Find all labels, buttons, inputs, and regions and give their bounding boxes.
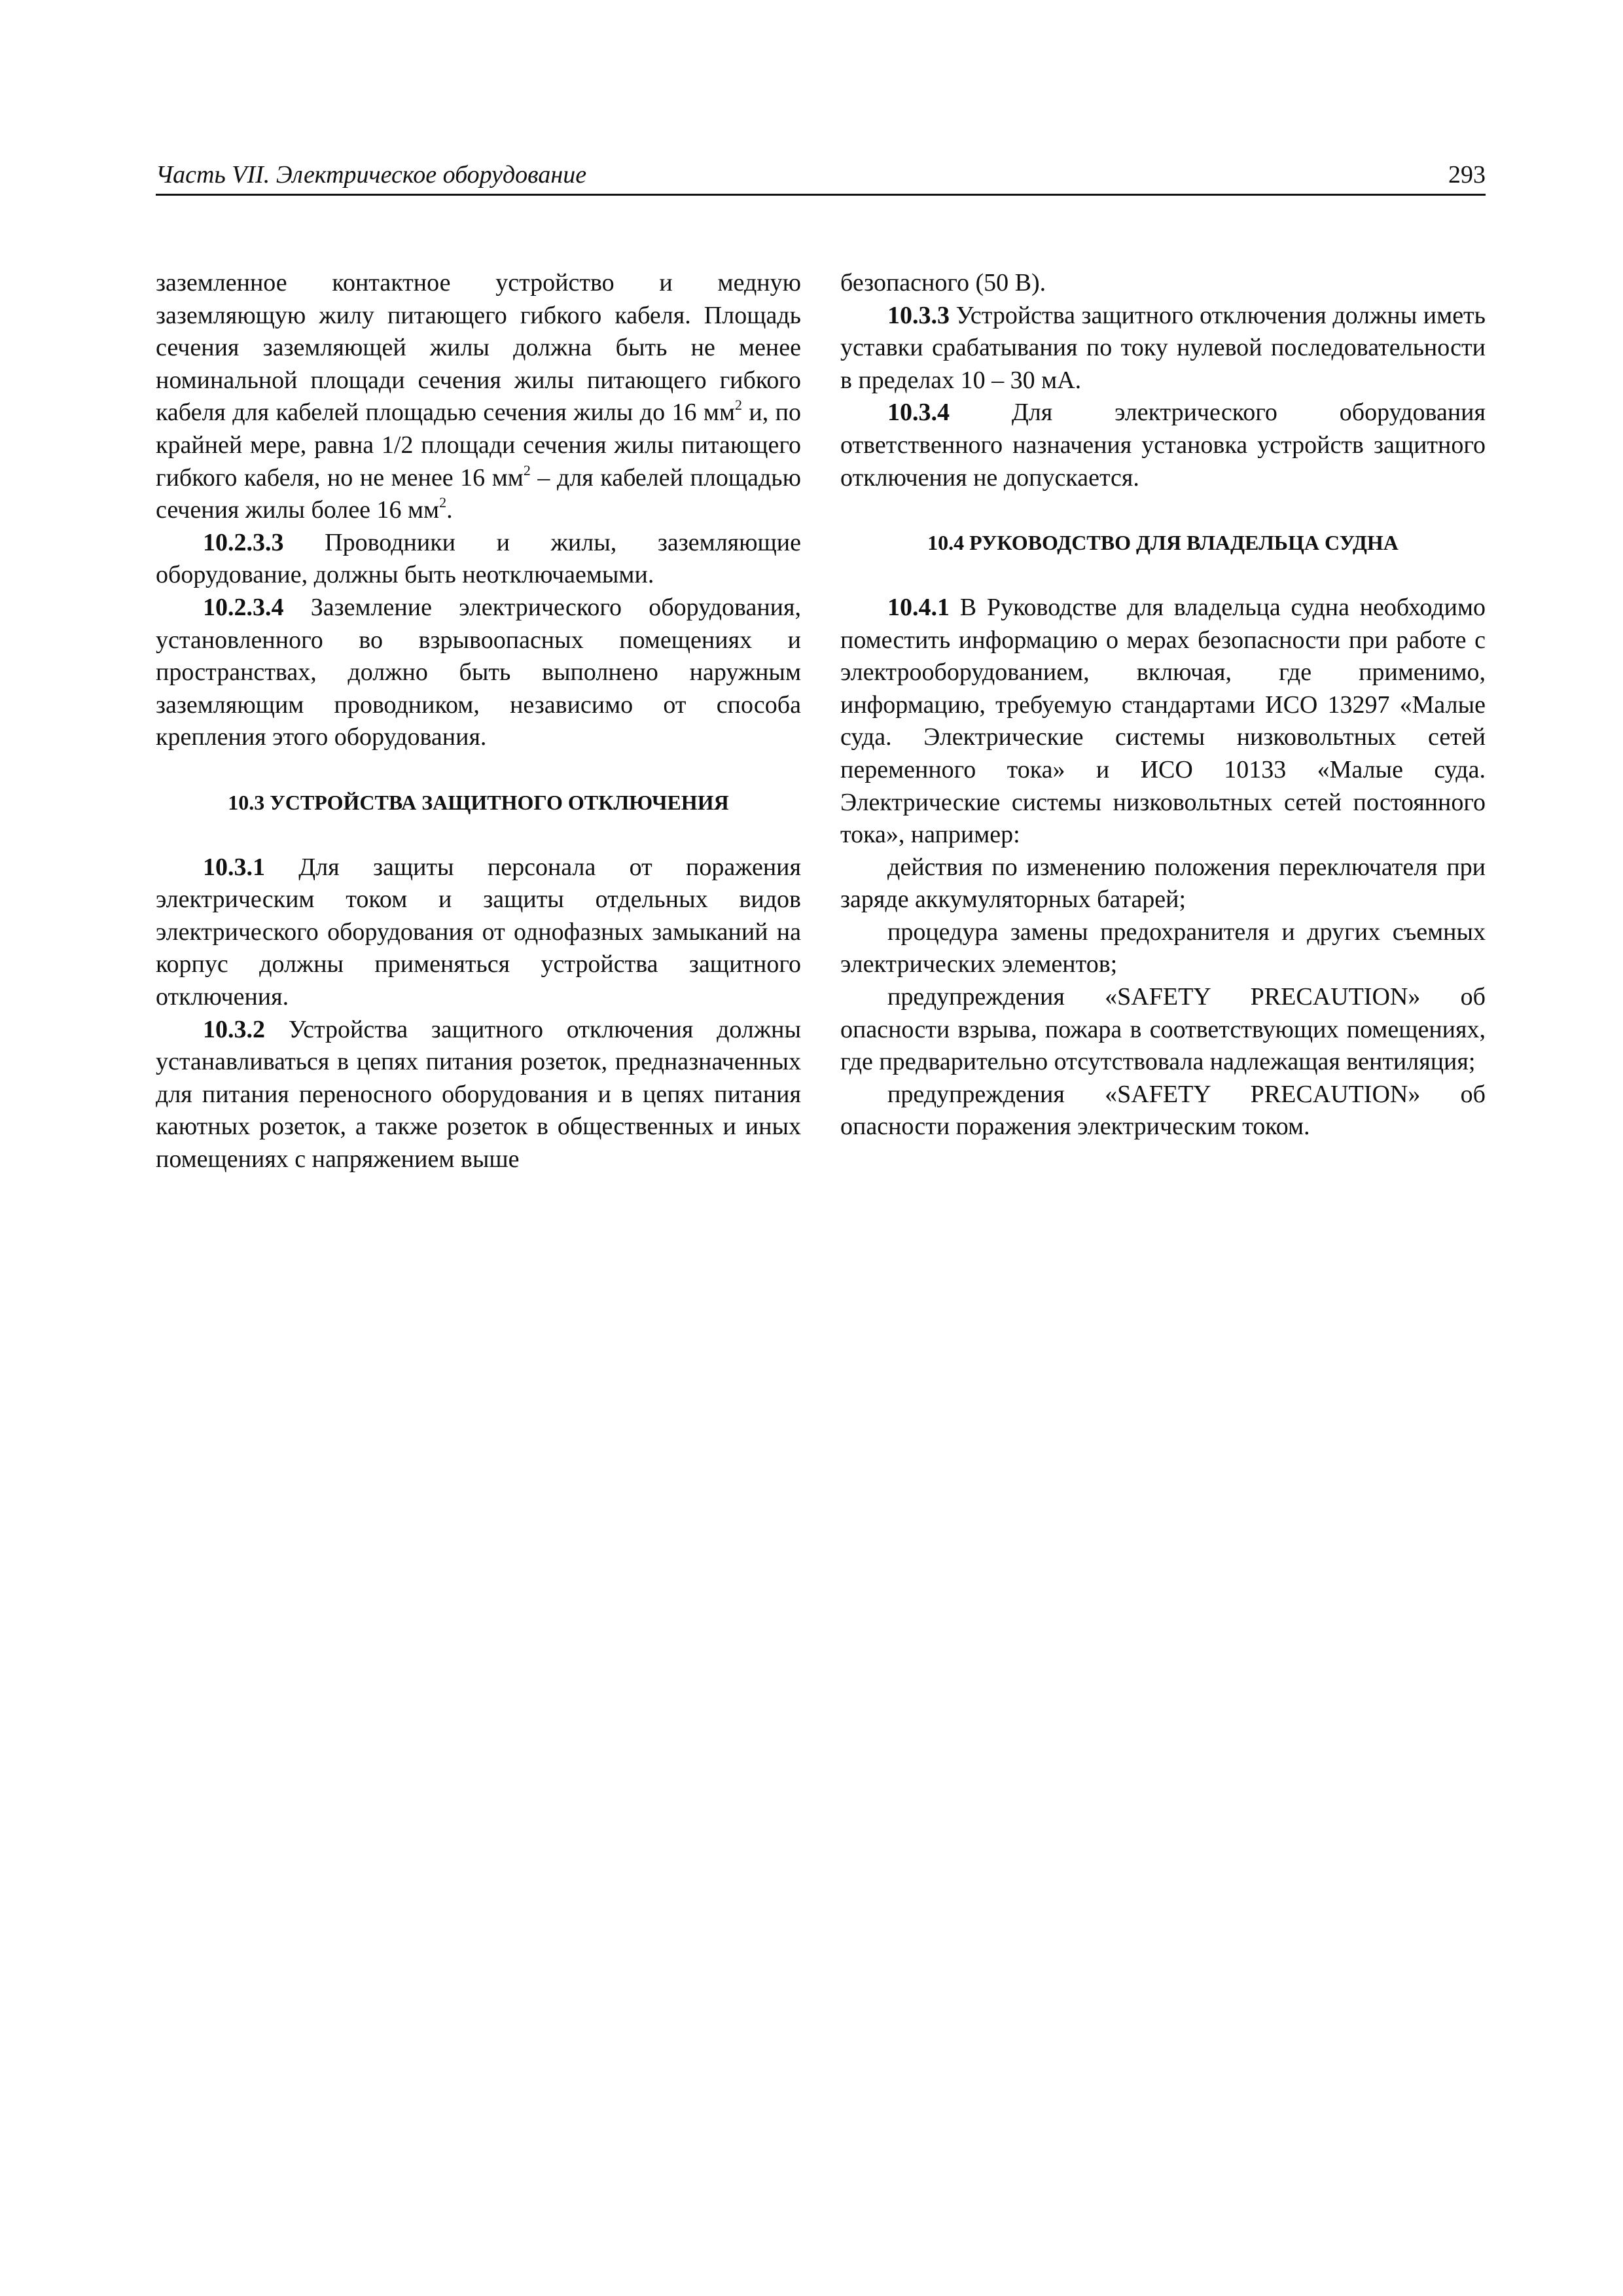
section-heading-10-4: 10.4 РУКОВОДСТВО ДЛЯ ВЛАДЕЛЬЦА СУДНА bbox=[927, 530, 1399, 554]
clause-number: 10.2.3.4 bbox=[203, 593, 284, 621]
paragraph-10-3-4: 10.3.4 Для электрического оборудования ответственного назначения установка устройств защитного отключения не допускается. bbox=[840, 399, 1486, 492]
section-heading-10-3: 10.3 УСТРОЙСТВА ЗАЩИТНОГО ОТКЛЮЧЕНИЯ bbox=[228, 790, 729, 814]
page-number: 293 bbox=[1448, 161, 1486, 188]
paragraph-continuation: безопасного (50 В). bbox=[840, 269, 1046, 296]
left-column bbox=[156, 267, 801, 1176]
paragraph-10-3-3: 10.3.3 Устройства защитного отключения должны иметь уставки срабатывания по току нулевой последовательности в пределах 10 – 30 мА. bbox=[840, 301, 1486, 394]
right-column bbox=[840, 267, 1486, 1143]
clause-number: 10.3.3 bbox=[887, 301, 950, 329]
header-rule bbox=[156, 194, 1486, 196]
list-item: предупреждения «SAFETY PRECAUTION» об опасности поражения электрическим током. bbox=[840, 1080, 1486, 1141]
clause-number: 10.3.2 bbox=[203, 1015, 265, 1043]
paragraph-continuation: заземленное контактное устройство и медную заземляющую жилу питающего гибкого кабеля. Площадь сечения заземляющей жилы должна быть не менее номинальной площади сечения жилы питающего гибкого кабеля для кабелей площадью сечения жилы до 16 $мм^2$ и, по крайней мере, равна 1/2 площади сечения жилы питающего гибкого кабеля, но не менее 16 $мм^2$ – для кабелей площадью сечения жилы более 16 $мм^2$. bbox=[156, 269, 802, 524]
paragraph-10-4-1: 10.4.1 В Руководстве для владельца судна необходимо поместить информацию о мерах безопасности при работе с электрооборудованием, включая, где применимо, информацию, требуемую стандартами ИСО 13297 «Малые суда. Электрические системы низковольтных сетей переменного тока» и ИСО 10133 «Малые суда. Электрические системы низковольтных сетей постоянного тока», например: bbox=[840, 593, 1486, 849]
running-header-title: Часть VII. Электрическое оборудование bbox=[156, 161, 587, 188]
paragraph-10-3-2: 10.3.2 Устройства защитного отключения должны устанавливаться в цепях питания розеток, предназначенных для питания переносного оборудования и в цепях питания каютных розеток, а также розеток в общественных и иных помещениях с напряжением выше bbox=[156, 1015, 801, 1174]
list-item: процедура замены предохранителя и других съемных электрических элементов; bbox=[840, 918, 1486, 978]
paragraph-10-2-3-4: 10.2.3.4 Заземление электрического оборудования, установленного во взрывоопасных помещениях и пространствах, должно быть выполнено наружным заземляющим проводником, независимо от способа крепления этого оборудования. bbox=[156, 593, 801, 751]
clause-number: 10.3.1 bbox=[203, 853, 265, 881]
running-header bbox=[156, 156, 1486, 194]
clause-number: 10.2.3.3 bbox=[203, 528, 284, 556]
paragraph-10-3-1: 10.3.1 Для защиты персонала от поражения электрическим током и защиты отдельных видов электрического оборудования от однофазных замыканий на корпус должны применяться устройства защитного отключения. bbox=[156, 853, 801, 1011]
clause-number: 10.3.4 bbox=[887, 399, 950, 427]
clause-number: 10.4.1 bbox=[887, 593, 950, 621]
list-item: предупреждения «SAFETY PRECAUTION» об опасности взрыва, пожара в соответствующих помещениях, где предварительно отсутствовала надлежащая вентиляция; bbox=[840, 983, 1486, 1076]
list-item: действия по изменению положения переключателя при заряде аккумуляторных батарей; bbox=[840, 853, 1486, 914]
paragraph-10-2-3-3: 10.2.3.3 Проводники и жилы, заземляющие оборудование, должны быть неотключаемыми. bbox=[156, 528, 801, 589]
